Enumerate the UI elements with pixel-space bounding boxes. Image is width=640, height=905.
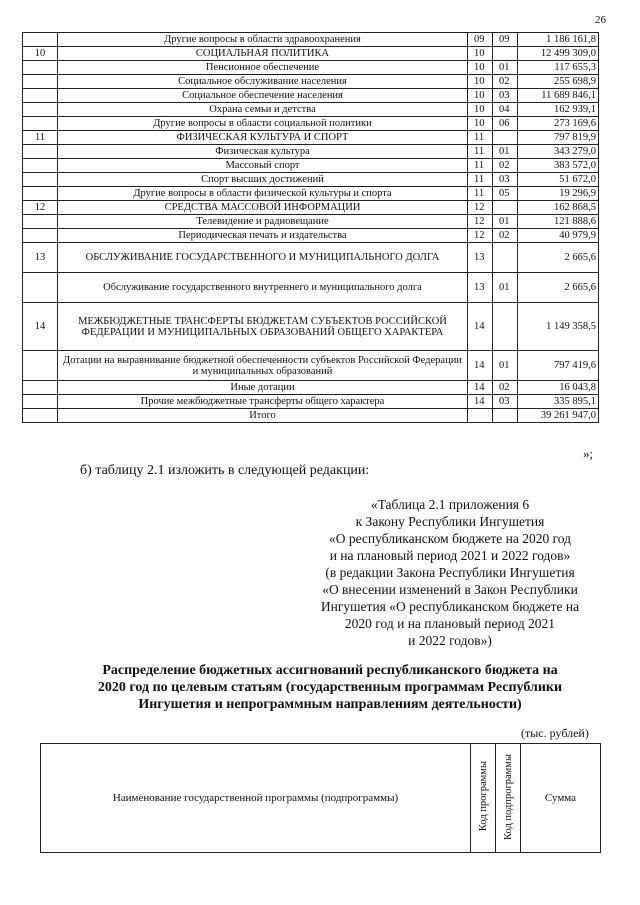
table-row — [23, 229, 599, 243]
row-number-cell — [23, 215, 58, 229]
table-row — [23, 145, 599, 159]
section-code-cell: 14 — [468, 351, 493, 381]
subsection-code-cell — [493, 409, 518, 423]
row-number-cell — [23, 61, 58, 75]
row-name-cell: ОБСЛУЖИВАНИЕ ГОСУДАРСТВЕННОГО И МУНИЦИПАЛЬНОГО ДОЛГА — [58, 243, 468, 273]
document-title — [40, 662, 620, 713]
section-code-cell: 12 — [468, 215, 493, 229]
subsection-code-cell: 06 — [493, 117, 518, 131]
row-number-cell — [23, 229, 58, 243]
amount-cell: 343 279,0 — [518, 145, 599, 159]
section-code-cell: 09 — [468, 33, 493, 47]
subsection-code-cell — [493, 47, 518, 61]
section-code-cell: 10 — [468, 47, 493, 61]
row-name-cell: Другие вопросы в области физической культуры и спорта — [58, 187, 468, 201]
amount-cell: 797 419,6 — [518, 351, 599, 381]
amount-cell: 39 261 947,0 — [518, 409, 599, 423]
amount-cell: 162 939,1 — [518, 103, 599, 117]
row-name-cell: Охрана семьи и детства — [58, 103, 468, 117]
amount-cell: 335 895,1 — [518, 395, 599, 409]
row-name-cell: Итого — [58, 409, 468, 423]
section-code-cell: 10 — [468, 117, 493, 131]
amount-cell: 162 868,5 — [518, 201, 599, 215]
row-number-cell: 12 — [23, 201, 58, 215]
row-name-cell: МЕЖБЮДЖЕТНЫЕ ТРАНСФЕРТЫ БЮДЖЕТАМ СУБЪЕКТОВ РОССИЙСКОЙ ФЕДЕРАЦИИ И МУНИЦИПАЛЬНЫХ ОБРАЗОВАНИЙ ОБЩЕГО ХАРАКТЕРА — [58, 303, 468, 351]
subsection-code-cell — [493, 131, 518, 145]
section-code-cell: 14 — [468, 395, 493, 409]
row-number-cell — [23, 351, 58, 381]
amount-cell: 273 169,6 — [518, 117, 599, 131]
title-line: Распределение бюджетных ассигнований республиканского бюджета на — [102, 663, 558, 678]
section-code-cell: 11 — [468, 145, 493, 159]
budget-table — [22, 32, 599, 423]
amount-cell: 117 655,3 — [518, 61, 599, 75]
amount-cell: 255 698,9 — [518, 75, 599, 89]
row-number-cell — [23, 103, 58, 117]
amount-cell: 1 149 358,5 — [518, 303, 599, 351]
table-row — [23, 131, 599, 145]
table-row — [23, 351, 599, 381]
row-number-cell — [23, 89, 58, 103]
row-name-cell: Дотации на выравнивание бюджетной обеспеченности субъектов Российской Федерации и муниципальных образований — [58, 351, 468, 381]
subsection-code-cell: 01 — [493, 145, 518, 159]
section-code-cell: 11 — [468, 187, 493, 201]
row-name-cell: СОЦИАЛЬНАЯ ПОЛИТИКА — [58, 47, 468, 61]
amount-cell: 16 043,8 — [518, 381, 599, 395]
subsection-code-cell: 02 — [493, 381, 518, 395]
row-name-cell: Социальное обеспечение населения — [58, 89, 468, 103]
subsection-code-cell: 02 — [493, 159, 518, 173]
row-number-cell: 13 — [23, 243, 58, 273]
table-row — [23, 303, 599, 351]
table-row — [23, 159, 599, 173]
table-row — [23, 381, 599, 395]
header-name-cell — [41, 744, 471, 853]
amount-cell: 12 499 309,0 — [518, 47, 599, 61]
row-number-cell — [23, 409, 58, 423]
row-name-cell: СРЕДСТВА МАССОВОЙ ИНФОРМАЦИИ — [58, 201, 468, 215]
amount-cell: 11 689 846,1 — [518, 89, 599, 103]
table-row — [23, 173, 599, 187]
epigraph-line: 2020 год и на плановый период 2021 — [344, 616, 556, 631]
title-line: Ингушетия и непрограммным направлениям деятельности) — [138, 697, 522, 712]
row-name-cell: Другие вопросы в области здравоохранения — [58, 33, 468, 47]
epigraph-line: к Закону Республики Ингушетия — [355, 514, 545, 529]
header-subprogram-code-label: Код подпрограммы — [502, 753, 514, 840]
row-number-cell — [23, 187, 58, 201]
subsection-code-cell: 01 — [493, 273, 518, 303]
section-code-cell: 13 — [468, 243, 493, 273]
page-number: 26 — [595, 14, 606, 26]
amount-cell: 40 979,9 — [518, 229, 599, 243]
title-line: 2020 год по целевым статьям (государственным программам Республики — [97, 680, 563, 695]
subsection-code-cell: 01 — [493, 215, 518, 229]
table-row — [23, 33, 599, 47]
subsection-code-cell: 01 — [493, 61, 518, 75]
row-name-cell: Пенсионное обеспечение — [58, 61, 468, 75]
table-epigraph — [290, 496, 610, 649]
epigraph-line: и на плановый период 2021 и 2022 годов» — [329, 548, 571, 563]
row-number-cell — [23, 145, 58, 159]
subsection-code-cell — [493, 303, 518, 351]
table-row — [23, 187, 599, 201]
row-number-cell — [23, 117, 58, 131]
subsection-code-cell — [493, 243, 518, 273]
section-code-cell: 12 — [468, 229, 493, 243]
section-code-cell: 10 — [468, 61, 493, 75]
epigraph-line: «О республиканском бюджете на 2020 год — [328, 531, 572, 546]
section-code-cell: 11 — [468, 173, 493, 187]
row-number-cell: 14 — [23, 303, 58, 351]
row-name-cell: Периодическая печать и издательства — [58, 229, 468, 243]
section-code-cell: 10 — [468, 103, 493, 117]
table-row — [23, 117, 599, 131]
table-row — [23, 273, 599, 303]
table-row — [23, 75, 599, 89]
row-name-cell: Обслуживание государственного внутреннего и муниципального долга — [58, 273, 468, 303]
amount-cell: 121 888,6 — [518, 215, 599, 229]
row-name-cell: Телевидение и радиовещание — [58, 215, 468, 229]
header-program-code-label: Код программы — [477, 761, 489, 832]
amount-cell: 51 672,0 — [518, 173, 599, 187]
subsection-code-cell: 03 — [493, 173, 518, 187]
header-subprogram-code-cell — [496, 744, 521, 853]
row-number-cell — [23, 395, 58, 409]
row-name-cell: Другие вопросы в области социальной политики — [58, 117, 468, 131]
row-number-cell — [23, 159, 58, 173]
amendment-instruction: б) таблицу 2.1 изложить в следующей редакции: — [80, 463, 370, 478]
header-name-label: Наименование государственной программы (подпрограммы) — [112, 792, 399, 804]
row-name-cell: Прочие межбюджетные трансферты общего характера — [58, 395, 468, 409]
section-code-cell: 14 — [468, 381, 493, 395]
amount-cell: 2 665,6 — [518, 273, 599, 303]
subsection-code-cell: 03 — [493, 395, 518, 409]
row-name-cell: Социальное обслуживание населения — [58, 75, 468, 89]
row-name-cell: ФИЗИЧЕСКАЯ КУЛЬТУРА И СПОРТ — [58, 131, 468, 145]
subsection-code-cell: 09 — [493, 33, 518, 47]
section-code-cell: 14 — [468, 303, 493, 351]
amount-cell: 383 572,0 — [518, 159, 599, 173]
subsection-code-cell — [493, 201, 518, 215]
epigraph-line: «О внесении изменений в Закон Республики — [322, 582, 578, 597]
table-row — [23, 103, 599, 117]
subsection-code-cell: 05 — [493, 187, 518, 201]
section-code-cell: 11 — [468, 131, 493, 145]
subsection-code-cell: 04 — [493, 103, 518, 117]
amount-cell: 1 186 161,8 — [518, 33, 599, 47]
row-name-cell: Иные дотации — [58, 381, 468, 395]
row-number-cell — [23, 273, 58, 303]
row-number-cell — [23, 173, 58, 187]
row-name-cell: Спорт высших достижений — [58, 173, 468, 187]
subsection-code-cell: 01 — [493, 351, 518, 381]
epigraph-line: (в редакции Закона Республики Ингушетия — [325, 565, 575, 580]
header-sum-cell — [521, 744, 601, 853]
epigraph-line: и 2022 годов») — [408, 633, 492, 648]
row-name-cell: Массовый спорт — [58, 159, 468, 173]
row-number-cell — [23, 75, 58, 89]
table-row — [23, 409, 599, 423]
subsection-code-cell: 03 — [493, 89, 518, 103]
section-code-cell: 12 — [468, 201, 493, 215]
row-number-cell: 10 — [23, 47, 58, 61]
table-row — [23, 215, 599, 229]
table-row — [23, 47, 599, 61]
table-row — [23, 201, 599, 215]
header-sum-label: Сумма — [544, 792, 577, 804]
table-row — [23, 61, 599, 75]
row-number-cell — [23, 381, 58, 395]
amount-cell: 2 665,6 — [518, 243, 599, 273]
section-code-cell: 10 — [468, 89, 493, 103]
section-code-cell: 13 — [468, 273, 493, 303]
units-note: (тыс. рублей) — [521, 726, 589, 740]
table-row — [23, 243, 599, 273]
epigraph-line: «Таблица 2.1 приложения 6 — [370, 497, 530, 512]
table-row — [23, 395, 599, 409]
closing-quote-mark: »; — [583, 446, 594, 461]
epigraph-line: Ингушетия «О республиканском бюджете на — [320, 599, 580, 614]
row-number-cell — [23, 33, 58, 47]
program-header-table — [40, 743, 601, 853]
row-number-cell: 11 — [23, 131, 58, 145]
row-name-cell: Физическая культура — [58, 145, 468, 159]
subsection-code-cell: 02 — [493, 229, 518, 243]
section-code-cell: 11 — [468, 159, 493, 173]
section-code-cell: 10 — [468, 75, 493, 89]
header-program-code-cell — [471, 744, 496, 853]
amount-cell: 797 819,9 — [518, 131, 599, 145]
table-row — [23, 89, 599, 103]
amount-cell: 19 296,9 — [518, 187, 599, 201]
section-code-cell — [468, 409, 493, 423]
subsection-code-cell: 02 — [493, 75, 518, 89]
